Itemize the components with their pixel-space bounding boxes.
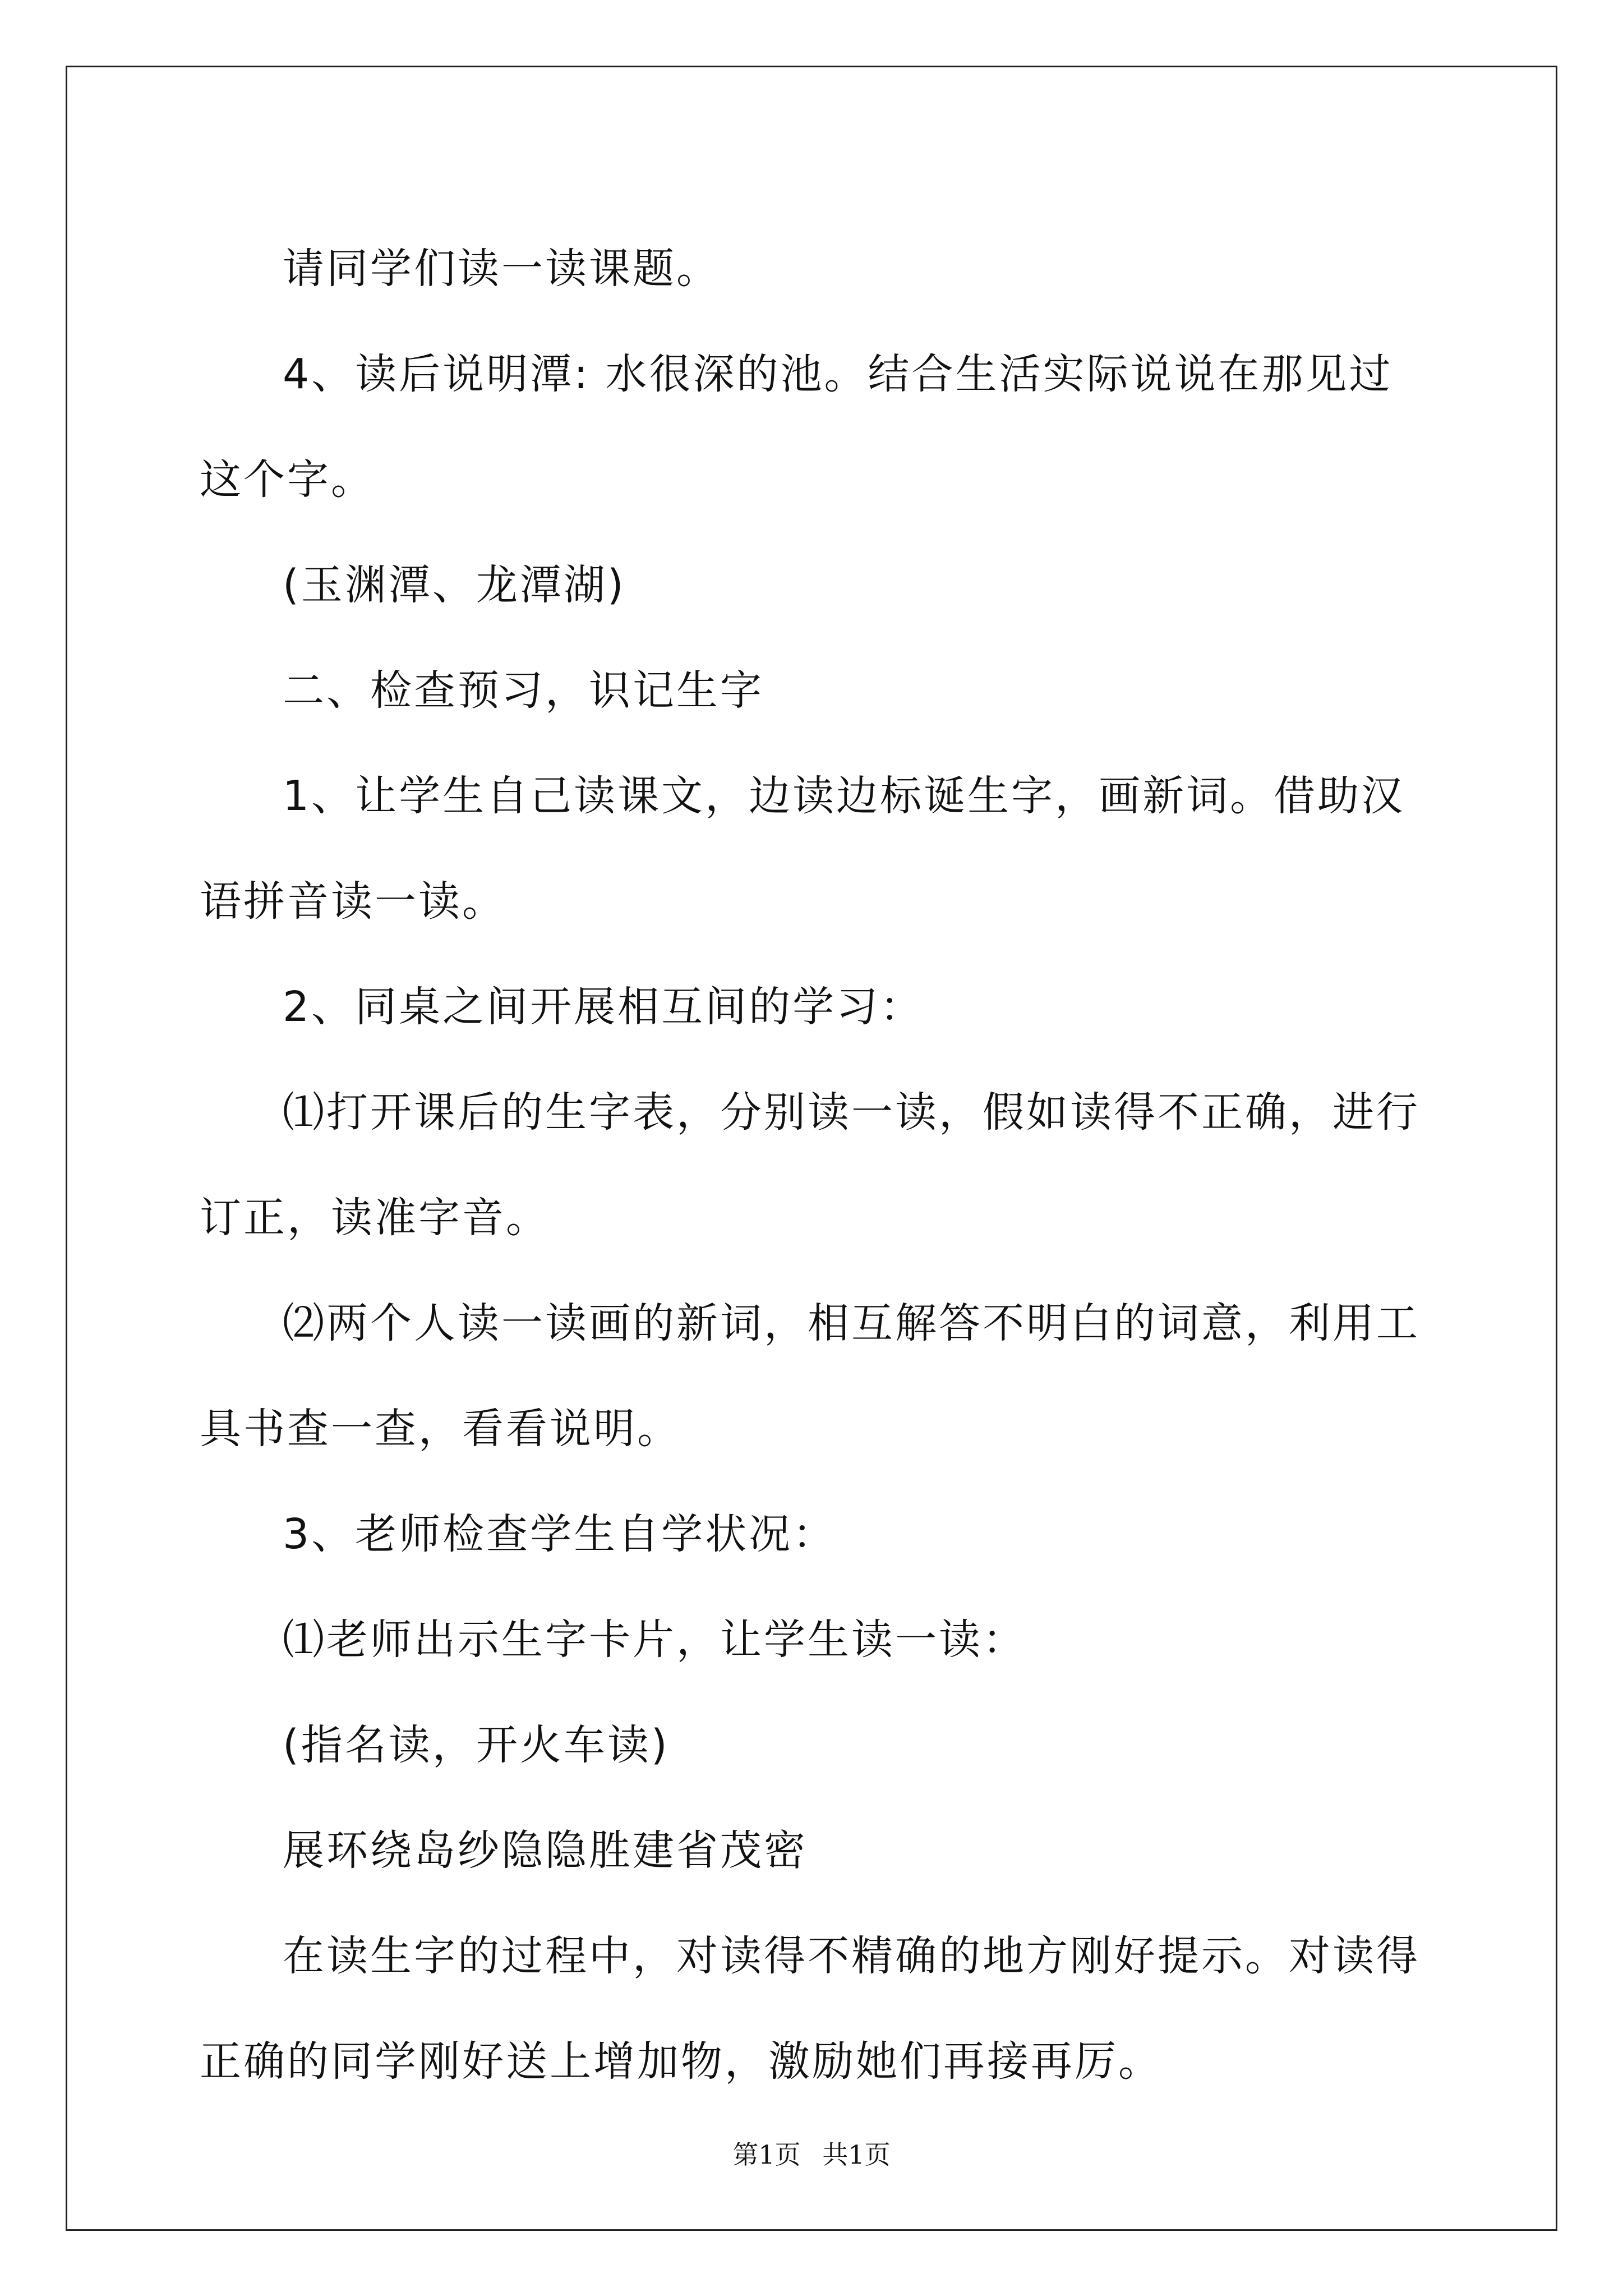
page-number-current: 第1页 bbox=[732, 2139, 801, 2170]
character-list: 展环绕岛纱隐隐胜建省茂密 bbox=[283, 1826, 808, 1875]
paragraph-9: 3、老师检查学生自学状况： bbox=[283, 1510, 837, 1558]
page-footer bbox=[0, 2134, 1623, 2171]
section-heading: 二、检查预习，识记生字 bbox=[283, 666, 764, 715]
document-body bbox=[200, 216, 1433, 2114]
paragraph-1: 请同学们读一读课题。 bbox=[283, 245, 720, 293]
paragraph-3: (玉渊潭、龙潭湖) bbox=[283, 561, 626, 609]
paragraph-5: 1、让学生自己读课文，边读边标诞生字，画新词。借助汉语拼音读一读。 bbox=[200, 772, 1405, 926]
paragraph-13: 在读生字的过程中，对读得不精确的地方刚好提示。对读得正确的同学刚好送上增加物，激励她们再接再厉。 bbox=[200, 1932, 1420, 2086]
paragraph-10: ⑴老师出示生字卡片，让学生读一读： bbox=[283, 1616, 1026, 1664]
paragraph-2: 4、读后说明潭: 水很深的池。结合生活实际说说在那见过这个字。 bbox=[200, 350, 1393, 504]
page-number-total: 共1页 bbox=[822, 2139, 891, 2170]
paragraph-8: ⑵两个人读一读画的新词，相互解答不明白的词意，利用工具书查一查，看看说明。 bbox=[200, 1299, 1420, 1453]
paragraph-6: 2、同桌之间开展相互间的学习： bbox=[283, 983, 924, 1031]
paragraph-11: (指名读，开火车读) bbox=[283, 1721, 670, 1769]
paragraph-7: ⑴打开课后的生字表，分别读一读，假如读得不正确，进行订正，读准字音。 bbox=[200, 1088, 1420, 1242]
